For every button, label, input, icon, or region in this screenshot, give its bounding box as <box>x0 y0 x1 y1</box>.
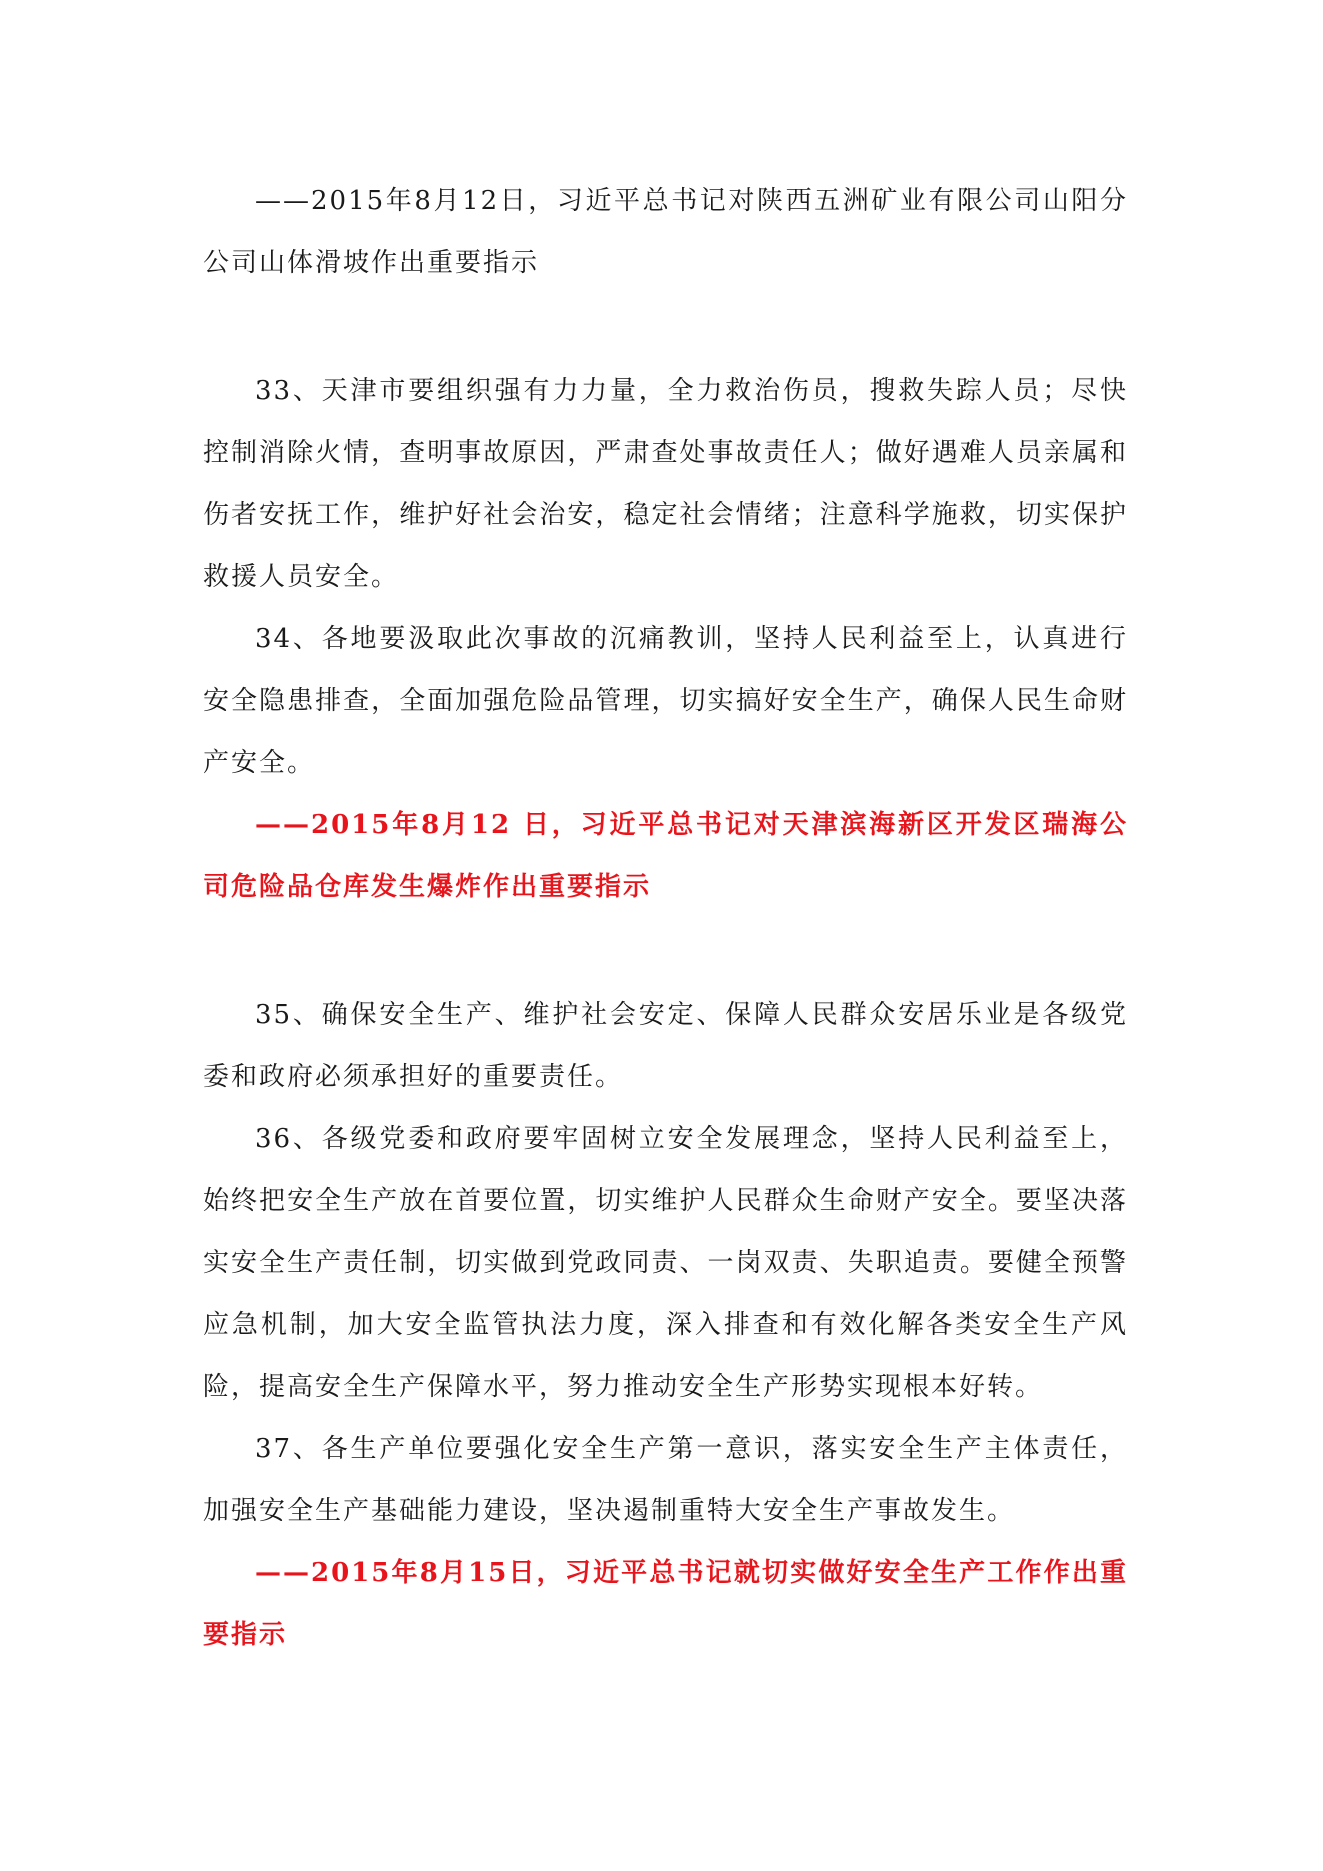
item-35-paragraph: 35、确保安全生产、维护社会安定、保障人民群众安居乐业是各级党委和政府必须承担好的重要责任。 <box>203 1000 1128 1092</box>
section-spacer <box>203 294 1128 360</box>
attribution-tianjin-explosion: ——2015年8月12 日，习近平总书记对天津滨海新区开发区瑞海公司危险品仓库发生爆炸作出重要指示 <box>203 810 1128 902</box>
item-33-paragraph: 33、天津市要组织强有力力量，全力救治伤员，搜救失踪人员；尽快控制消除火情，查明事故原因，严肃查处事故责任人；做好遇难人员亲属和伤者安抚工作，维护好社会治安，稳定社会情绪；注意科学施救，切实保护救援人员安全。 <box>203 376 1128 592</box>
section-spacer <box>203 918 1128 984</box>
item-36-paragraph: 36、各级党委和政府要牢固树立安全发展理念，坚持人民利益至上，始终把安全生产放在首要位置，切实维护人民群众生命财产安全。要坚决落实安全生产责任制，切实做到党政同责、一岗双责、失职追责。要健全预警应急机制，加大安全监管执法力度，深入排查和有效化解各类安全生产风险，提高安全生产保障水平，努力推动安全生产形势实现根本好转。 <box>203 1124 1128 1402</box>
attribution-safety-production: ——2015年8月15日，习近平总书记就切实做好安全生产工作作出重要指示 <box>203 1558 1128 1650</box>
item-37-paragraph: 37、各生产单位要强化安全生产第一意识，落实安全生产主体责任，加强安全生产基础能力建设，坚决遏制重特大安全生产事故发生。 <box>203 1434 1128 1526</box>
attribution-shaanxi-landslide: ——2015年8月12日，习近平总书记对陕西五洲矿业有限公司山阳分公司山体滑坡作出重要指示 <box>203 186 1128 278</box>
document-page <box>203 170 1128 1666</box>
item-34-paragraph: 34、各地要汲取此次事故的沉痛教训，坚持人民利益至上，认真进行安全隐患排查，全面加强危险品管理，切实搞好安全生产，确保人民生命财产安全。 <box>203 624 1128 778</box>
